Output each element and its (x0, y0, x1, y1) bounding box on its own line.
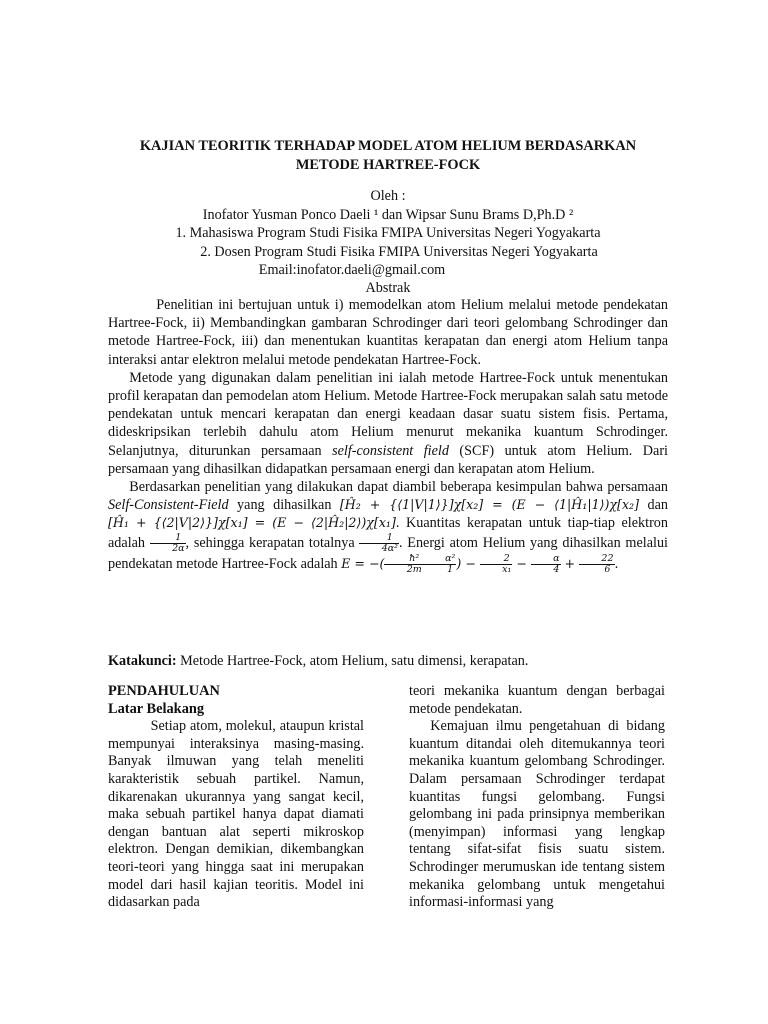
fraction-denominator: 4α² (381, 542, 398, 554)
fraction-numerator: 1 (359, 533, 399, 544)
scf-equation-2: [Ĥ₁ + {⟨2|V|2⟩}]χ[x₁] = (E − ⟨2|Ĥ₂|2⟩)χ[x₁] (108, 515, 396, 531)
author-block (108, 187, 668, 280)
fraction-numerator: 22 (579, 554, 614, 565)
equation-part: . (614, 555, 619, 571)
abstract-paragraph-2 (108, 369, 668, 478)
abstract-body (108, 296, 668, 575)
abstract-paragraph-1: Penelitian ini bertujuan untuk i) memodelkan atom Helium melalui metode pendekatan Hartree-Fock, ii) Membandingkan gambaran Schrodinger dari teori gelombang Schrodinger dan metode Hartree-Fock, iii) dan menentukan kuantitas kerapatan dan energi atom Helium tanpa interaksi antar elektron melalui metode pendekatan Hartree-Fock. (108, 297, 668, 368)
fraction-numerator: α² (423, 554, 457, 565)
section-heading: PENDAHULUAN (108, 683, 220, 699)
fraction-denominator: 2α (172, 542, 185, 554)
two-over-x1-fraction (480, 554, 512, 575)
scf-term: self-consistent field (332, 442, 449, 459)
fraction-denominator: x₁ (502, 563, 512, 575)
abstract-text: dan (639, 497, 668, 514)
intro-paragraph: Setiap atom, molekul, ataupun kristal mempunyai interaksinya masing-masing. Banyak ilmuwan yang telah meneliti karakteristik sebuah partikel. Namun, dikarenakan ukurannya yang sangat kecil, maka sebuah partikel hanya dapat diamati dengan bantuan alat seperti mikroskop elektron. Dengan demikian, dikembangkan teori-teori yang hingga saat ini merupakan model dari hasil kajian teoritis. Model ini didasarkan pada (108, 718, 364, 911)
abstract-text: (SCF) untuk atom Helium. Dari persamaan yang dihasilkan didapatkan persamaan energi dan kerapatan atom Helium. (108, 442, 668, 477)
oleh-label: Oleh : (370, 188, 406, 204)
affiliation-1: 1. Mahasiswa Program Studi Fisika FMIPA Universitas Negeri Yogyakarta (175, 225, 601, 241)
paper-title (108, 137, 668, 175)
fraction-numerator: α (531, 554, 561, 565)
density-fraction-single (150, 533, 186, 554)
left-column (108, 683, 364, 912)
fraction-denominator: 2m (406, 563, 422, 575)
abstract-text: Berdasarkan penelitian yang dilakukan dapat diambil beberapa kesimpulan bahwa persamaan (129, 479, 668, 496)
title-line-1: KAJIAN TEORITIK TERHADAP MODEL ATOM HELIUM BERDASARKAN (139, 138, 637, 154)
alpha-squared-fraction (423, 554, 457, 575)
abstract-text: Metode yang digunakan dalam penelitian ini ialah metode Hartree-Fock untuk menentukan profil kerapatan dan pemodelan atom Helium. Metode Hartree-Fock merupakan salah satu metode pendekatan untuk mencari kerapatan dan energi keadaan dasar suatu sistem fisis. Pertama, dideskripsikan terlebih dahulu atom Helium menurut mekanika kuantum Schrodinger. Selanjutnya, diturunkan persamaan (108, 369, 668, 459)
alpha-over-four-fraction (531, 554, 561, 575)
abstract-heading: Abstrak (365, 280, 411, 296)
affiliation-2: 2. Dosen Program Studi Fisika FMIPA Universitas Negeri Yogyakarta (200, 243, 598, 260)
hbar-fraction (384, 554, 422, 575)
equation-part: + (560, 555, 580, 571)
equation-part: E = −( (341, 555, 385, 571)
energy-equation-cont (531, 552, 619, 575)
right-column (409, 683, 665, 912)
keywords-label: Katakunci: (108, 653, 177, 669)
fraction-numerator: 2 (480, 554, 512, 565)
fraction-numerator: 1 (150, 533, 186, 544)
fraction-denominator: 1 (447, 563, 454, 575)
author-names: Inofator Yusman Ponco Daeli ¹ dan Wipsar Sunu Brams D,Ph.D ² (202, 206, 574, 223)
equation-part: − (512, 555, 531, 571)
keywords-line (108, 652, 668, 670)
intro-paragraph-cont: teori mekanika kuantum dengan berbagai metode pendekatan. (409, 683, 665, 717)
fraction-numerator: ħ² (384, 554, 422, 565)
author-email: Email:inofator.daeli@gmail.com (258, 262, 446, 278)
abstract-paragraph-3 (108, 478, 668, 575)
title-line-2: METODE HARTREE-FOCK (295, 157, 481, 173)
density-fraction-total (359, 533, 399, 554)
abstract-text: . Energi atom Helium yang dihasilkan melalui pendekatan metode Hartree-Fock adalah (108, 534, 668, 572)
abstract-text: . Kuantitas kerapatan untuk tiap-tiap elektron adalah (108, 515, 668, 551)
fraction-denominator: 4 (553, 563, 560, 575)
abstract-text: yang dihasilkan (228, 497, 340, 514)
twentytwo-over-six-fraction (579, 554, 614, 575)
abstract-text: , sehingga kerapatan totalnya (185, 534, 360, 551)
intro-paragraph-2: Kemajuan ilmu pengetahuan di bidang kuantum ditandai oleh ditemukannya teori mekanika kuantum gelombang Schrodinger. Dalam persamaan Schrodinger terdapat kuantitas fungsi gelombang. Fungsi gelombang ini pada prinsipnya memberikan (menyimpan) informasi yang lengkap tentang sifat-sifat fisis suatu sistem. Schrodinger merumuskan ide tentang sistem mekanika gelombang untuk mengetahui informasi-informasi yang (409, 718, 665, 911)
equation-part: ) − (456, 555, 480, 571)
keywords-text: Metode Hartree-Fock, atom Helium, satu dimensi, kerapatan. (176, 653, 529, 669)
subsection-heading: Latar Belakang (108, 700, 205, 717)
energy-equation (341, 552, 531, 575)
fraction-denominator: 6 (604, 563, 611, 575)
scf-term: Self-Consistent-Field (108, 497, 229, 514)
scf-equation-1: [Ĥ₂ + {⟨1|V|1⟩}]χ[x₂] = (E − ⟨1|Ĥ₁|1⟩)χ[x₂] (339, 497, 640, 513)
